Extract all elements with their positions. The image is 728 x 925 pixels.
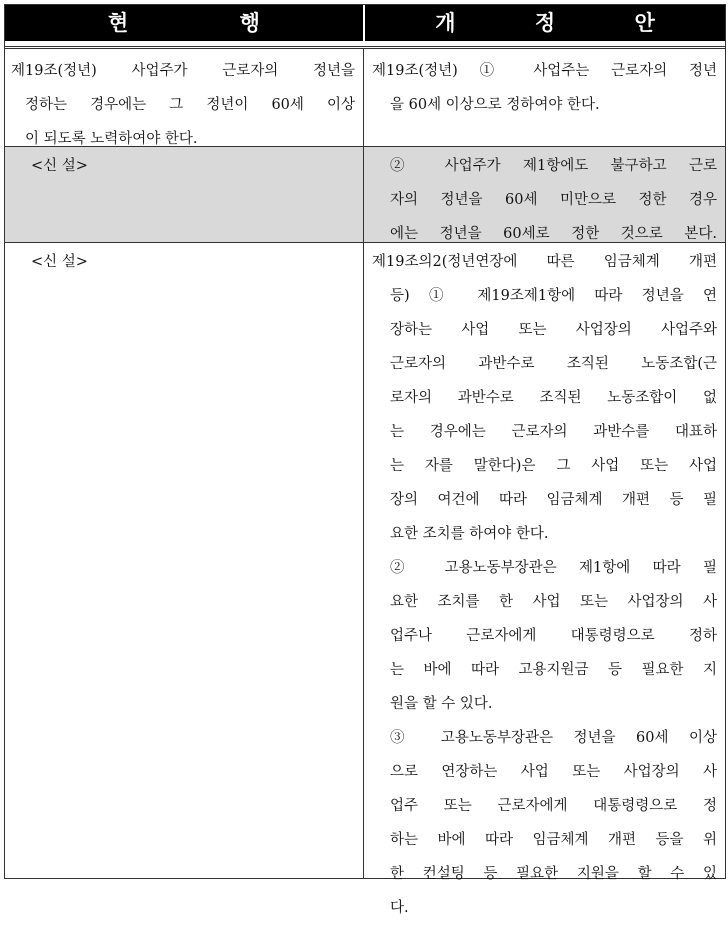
revised-article-19-paragraph-2	[364, 147, 725, 242]
table-row	[5, 51, 725, 147]
revised-article-19-2	[364, 243, 725, 916]
text-line: 자의 정년을 60세 미만으로 정한 경우	[390, 192, 717, 208]
current-new-clause-placeholder	[5, 147, 363, 242]
text-line: 장의 여건에 따라 임금체계 개편 등 필	[390, 492, 717, 508]
text-line: 으로 연장하는 사업 또는 사업장의 사	[390, 764, 717, 780]
text-line: ② 사업주가 제1항에도 불구하고 근로	[390, 158, 717, 174]
table-header	[5, 5, 725, 41]
header-gap	[5, 41, 725, 49]
text-line: 하는 바에 따라 임금체계 개편 등을 위	[390, 832, 717, 848]
text-line: 요한 조치를 한 사업 또는 사업장의 사	[390, 594, 717, 610]
text-line: 업주 또는 근로자에게 대통령령으로 정	[390, 798, 717, 814]
comparison-table	[4, 4, 726, 916]
text-line: 로자의 과반수로 조직된 노동조합이 없	[390, 390, 717, 406]
text-line: 한 컨설팅 등 필요한 지원을 할 수 있	[390, 866, 717, 882]
text-line: 근로자의 과반수로 조직된 노동조합(근	[390, 356, 717, 372]
current-new-clause-placeholder	[5, 243, 363, 878]
text-line: 에는 정년을 60세로 정한 것으로 본다.	[390, 226, 717, 242]
text-line: 을 60세 이상으로 정하여야 한다.	[390, 97, 600, 113]
revised-article-19	[364, 51, 725, 146]
text-line: ③ 고용노동부장관은 정년을 60세 이상	[390, 730, 717, 746]
text-line: ② 고용노동부장관은 제1항에 따라 필	[390, 560, 717, 576]
text-line: 등) ① 제19조제1항에 따라 정년을 연	[390, 288, 717, 304]
text-line: 이 되도록 노력하여야 한다.	[25, 131, 198, 147]
text-line: 원을 할 수 있다.	[390, 696, 493, 712]
text-line: 업주나 근로자에게 대통령령으로 정하	[390, 628, 717, 644]
header-revised: 개 정 안	[435, 11, 691, 35]
text-line: 다.	[390, 900, 409, 916]
text-line: 제19조의2(정년연장에 따른 임금체계 개편	[372, 254, 717, 270]
text-line: 는 자를 말한다)은 그 사업 또는 사업	[390, 458, 717, 474]
new-clause-label: <신 설>	[31, 158, 88, 174]
text-line: 제19조(정년) 사업주가 근로자의 정년을	[11, 63, 355, 79]
current-article-19	[5, 51, 363, 146]
text-line: 정하는 경우에는 그 정년이 60세 이상	[25, 97, 355, 113]
text-line: 제19조(정년) ① 사업주는 근로자의 정년	[372, 63, 717, 79]
text-line: 는 바에 따라 고용지원금 등 필요한 지	[390, 662, 717, 678]
new-clause-label: <신 설>	[31, 254, 88, 270]
text-line: 는 경우에는 근로자의 과반수를 대표하	[390, 424, 717, 440]
text-line: 요한 조치를 하여야 한다.	[390, 526, 549, 542]
text-line: 장하는 사업 또는 사업장의 사업주와	[390, 322, 717, 338]
table-row	[5, 243, 725, 916]
header-current: 현 행	[108, 11, 312, 35]
table-row	[5, 147, 725, 243]
